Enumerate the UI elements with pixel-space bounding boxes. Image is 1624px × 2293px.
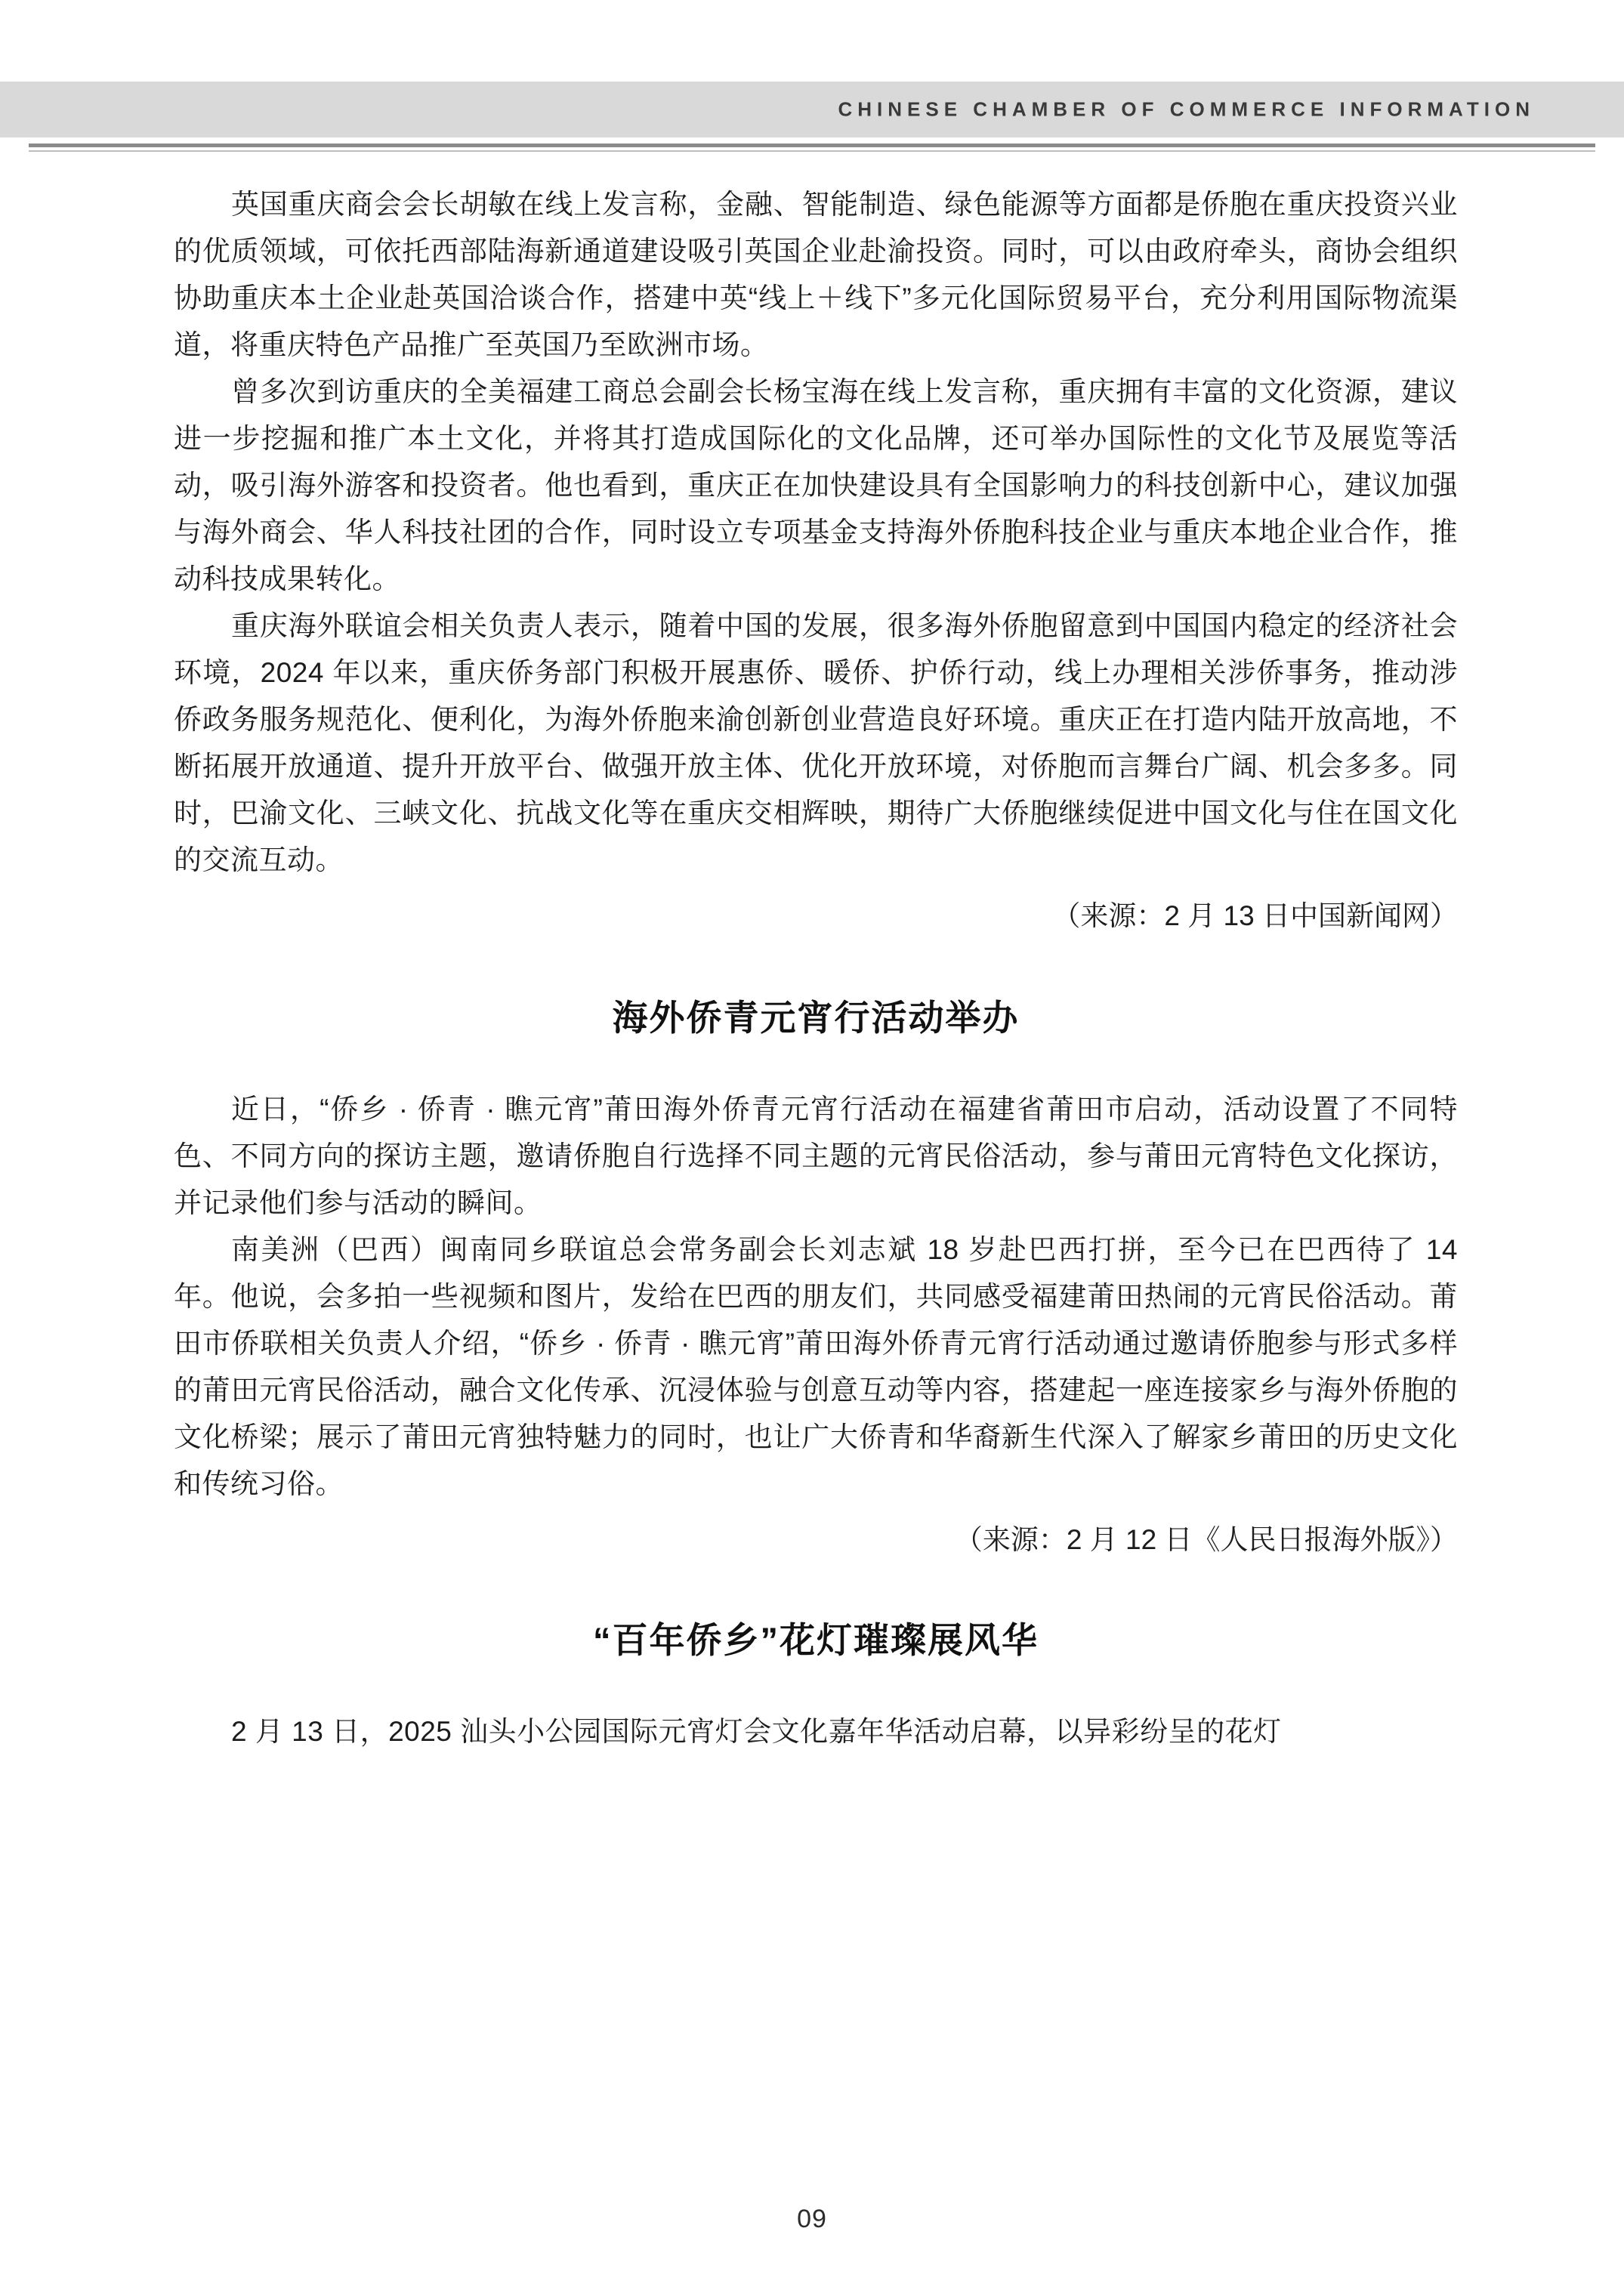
spacer <box>174 1041 1458 1086</box>
page-number: 09 <box>797 2205 827 2233</box>
paragraph: 重庆海外联谊会相关负责人表示，随着中国的发展，很多海外侨胞留意到中国国内稳定的经济社会环境，2024 年以来，重庆侨务部门积极开展惠侨、暖侨、护侨行动，线上办理相关涉侨事务，推动涉侨政务服务规范化、便利化，为海外侨胞来渝创新创业营造良好环境。重庆正在打造内陆开放高地，不断拓展开放通道、提升开放平台、做强开放主体、优化开放环境，对侨胞而言舞台广阔、机会多多。同时，巴渝文化、三峡文化、抗战文化等在重庆交相辉映，期待广大侨胞继续促进中国文化与住在国文化的交流互动。 <box>174 610 1458 875</box>
spacer <box>174 1663 1458 1708</box>
paragraph: 南美洲（巴西）闽南同乡联谊总会常务副会长刘志斌 18 岁赴巴西打拼，至今已在巴西待了 14 年。他说，会多拍一些视频和图片，发给在巴西的朋友们，共同感受福建莆田热闹的元宵民俗活动。莆田市侨联相关负责人介绍，“侨乡 · 侨青 · 瞧元宵”莆田海外侨青元宵行活动通过邀请侨胞参与形式多样的莆田元宵民俗活动，融合文化传承、沉浸体验与创意互动等内容，搭建起一座连接家乡与海外侨胞的文化桥梁；展示了莆田元宵独特魅力的同时，也让广大侨青和华裔新生代深入了解家乡莆田的历史文化和传统习俗。 <box>174 1234 1458 1499</box>
paragraph: 2 月 13 日，2025 汕头小公园国际元宵灯会文化嘉年华活动启幕，以异彩纷呈的花灯 <box>231 1716 1282 1747</box>
page-content <box>174 181 1458 1755</box>
article-title: “百年侨乡”花灯璀璨展风华 <box>593 1620 1039 1660</box>
paragraph: 英国重庆商会会长胡敏在线上发言称，金融、智能制造、绿色能源等方面都是侨胞在重庆投资兴业的优质领域，可依托西部陆海新通道建设吸引英国企业赴渝投资。同时，可以由政府牵头，商协会组织协助重庆本土企业赴英国洽谈合作，搭建中英“线上＋线下”多元化国际贸易平台，充分利用国际物流渠道，将重庆特色产品推广至英国乃至欧洲市场。 <box>174 189 1458 360</box>
header-divider-thick <box>29 144 1595 147</box>
paragraph: 曾多次到访重庆的全美福建工商总会副会长杨宝海在线上发言称，重庆拥有丰富的文化资源，建议进一步挖掘和推广本土文化，并将其打造成国际化的文化品牌，还可举办国际性的文化节及展览等活动，吸引海外游客和投资者。他也看到，重庆正在加快建设具有全国影响力的科技创新中心，建议加强与海外商会、华人科技社团的合作，同时设立专项基金支持海外侨胞科技企业与重庆本地企业合作，推动科技成果转化。 <box>174 376 1458 594</box>
source-attribution: （来源：2 月 12 日《人民日报海外版》） <box>954 1524 1458 1555</box>
spacer <box>174 940 1458 995</box>
source-attribution: （来源：2 月 13 日中国新闻网） <box>1052 900 1458 931</box>
header-divider-thin <box>29 150 1595 152</box>
running-header-text: CHINESE CHAMBER OF COMMERCE INFORMATION <box>838 97 1535 121</box>
article-title: 海外侨青元宵行活动举办 <box>612 998 1020 1038</box>
running-header-band <box>0 82 1624 137</box>
spacer <box>174 1563 1458 1618</box>
paragraph: 近日，“侨乡 · 侨青 · 瞧元宵”莆田海外侨青元宵行活动在福建省莆田市启动，活动设置了不同特色、不同方向的探访主题，邀请侨胞自行选择不同主题的元宵民俗活动，参与莆田元宵特色文化探访，并记录他们参与活动的瞬间。 <box>174 1094 1458 1218</box>
